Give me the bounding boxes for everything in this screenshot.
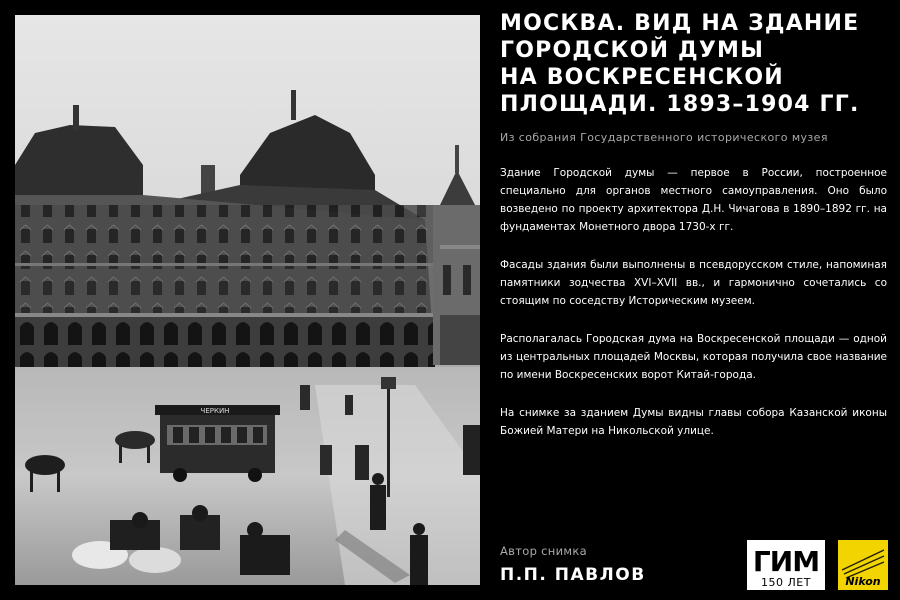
- nikon-logo: [838, 540, 888, 590]
- historic-photo: [15, 15, 480, 585]
- paragraph: Здание Городской думы — первое в России, построенное специально для органов местного самоуправления. Оно было возведено по проекту архитектора Д.Н. Чичагова в 1890–1892 гг. на фундаментах Монетного двора 1730-х гг.: [500, 167, 887, 233]
- author-caption: Автор снимка: [500, 544, 587, 558]
- gim-mark: ГИМ: [752, 545, 820, 578]
- author-name: П.П. ПАВЛОВ: [500, 565, 646, 585]
- page-title: [500, 10, 895, 118]
- paragraph: На снимке за зданием Думы видны главы собора Казанской иконы Божией Матери на Никольской улице.: [500, 407, 887, 437]
- tram-sign: ЧЕРКИН: [200, 407, 230, 415]
- title-line: ПЛОЩАДИ. 1893–1904 ГГ.: [500, 92, 860, 117]
- gim-subtitle: 150 ЛЕТ: [761, 576, 811, 589]
- source-caption: Из собрания Государственного исторического музея: [500, 131, 828, 144]
- paragraph: Фасады здания были выполнены в псевдорусском стиле, напоминая памятники зодчества XVI–XVII вв., и гармонично сочетались со стоящим по соседству Историческим музеем.: [500, 259, 887, 307]
- paragraph: Располагалась Городская дума на Воскресенской площади — одной из центральных площадей Москвы, которая получила свое название по имени Воскресенских ворот Китай-города.: [500, 333, 887, 381]
- description: [500, 164, 887, 460]
- nikon-wordmark: Nikon: [845, 575, 881, 588]
- title-line: НА ВОСКРЕСЕНСКОЙ: [500, 65, 784, 90]
- gim-logo: [747, 540, 825, 590]
- title-line: ГОРОДСКОЙ ДУМЫ: [500, 38, 765, 63]
- title-line: МОСКВА. ВИД НА ЗДАНИЕ: [500, 11, 860, 36]
